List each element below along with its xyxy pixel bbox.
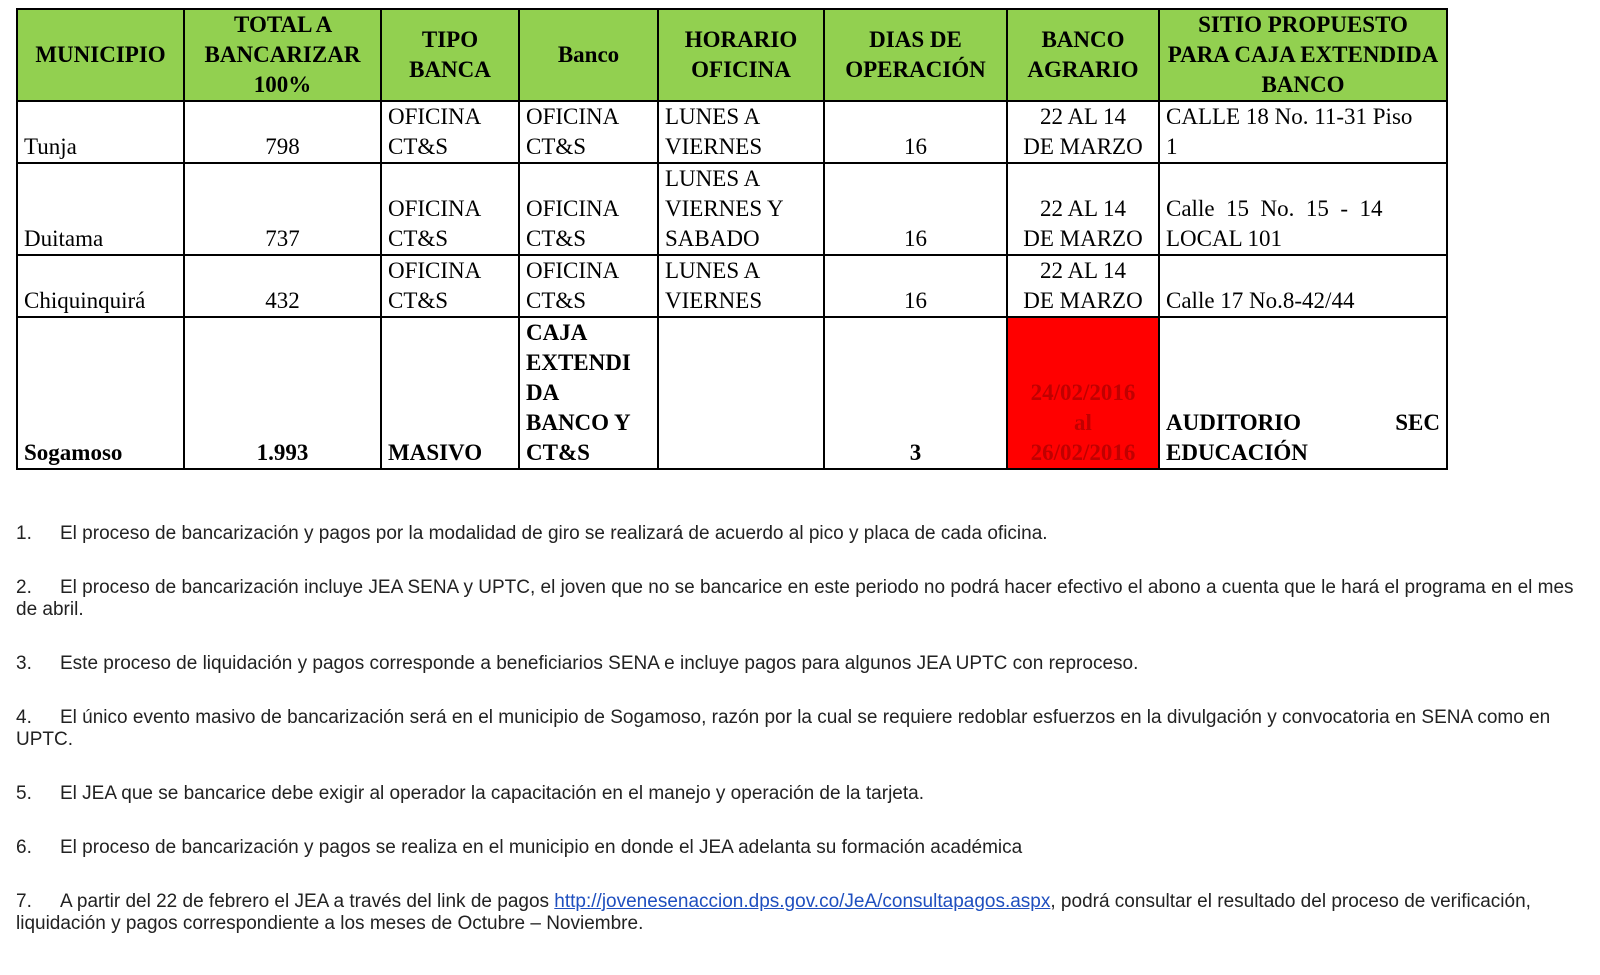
cell-line: LUNES A [665, 104, 761, 129]
note-text: El proceso de bancarización y pagos se realiza en el municipio en donde el JEA adelanta su formación académica [60, 837, 1023, 858]
cell-line: CT&S [388, 288, 449, 313]
cell-banco [519, 163, 658, 255]
header-tipo-line: BANCA [409, 57, 491, 82]
cell-tipo-banca [381, 101, 519, 163]
cell-total: 737 [184, 163, 381, 255]
cell-sitio [1159, 101, 1447, 163]
header-agrario-line: AGRARIO [1027, 57, 1139, 82]
header-horario [658, 9, 824, 101]
header-sitio-line: SITIO PROPUESTO [1198, 12, 1408, 37]
cell-line: 22 AL 14 [1039, 258, 1127, 283]
cell-line: VIERNES Y [665, 196, 784, 221]
cell-line: CT&S [526, 288, 587, 313]
note-item [16, 523, 1576, 545]
table-row [17, 163, 1447, 255]
cell-line: 22 AL 14 [1039, 104, 1127, 129]
note-number: 4. [16, 707, 32, 728]
header-total-line: 100% [253, 72, 312, 97]
cell-line: EDUCACIÓN [1166, 440, 1308, 465]
cell-line: DE MARZO [1023, 134, 1143, 159]
cell-municipio: Sogamoso [17, 317, 184, 469]
cell-line: CT&S [526, 226, 587, 251]
note-number: 3. [16, 653, 32, 674]
note-number: 7. [16, 891, 32, 912]
note-text: , podrá consultar el resultado del proceso de verificación, liquidación y pagos correspondiente a los meses de Octubre – Noviembre. [16, 891, 1531, 934]
note-item [16, 577, 1576, 621]
cell-tipo-banca [381, 163, 519, 255]
notes-list [16, 523, 1576, 935]
note-item [16, 783, 1576, 805]
cell-banco [519, 255, 658, 317]
header-tipo-line: TIPO [421, 27, 479, 52]
header-horario-line: HORARIO [684, 27, 798, 52]
cell-municipio: Chiquinquirá [17, 255, 184, 317]
header-agrario-line: BANCO [1041, 27, 1125, 52]
cell-line: 26/02/2016 [1030, 440, 1136, 465]
cell-sitio [1159, 317, 1447, 469]
cell-line: DE MARZO [1023, 226, 1143, 251]
cell-line: LUNES A [665, 258, 761, 283]
cell-dias: 3 [824, 317, 1007, 469]
header-total-line: TOTAL A [234, 12, 331, 37]
cell-municipio: Duitama [17, 163, 184, 255]
note-text: Este proceso de liquidación y pagos corresponde a beneficiarios SENA e incluye pagos para algunos JEA UPTC con reproceso. [60, 653, 1139, 674]
header-dias [824, 9, 1007, 101]
table-row [17, 317, 1447, 469]
cell-line: DA [526, 380, 560, 405]
header-row [17, 9, 1447, 101]
note-item [16, 707, 1576, 751]
table-row [17, 101, 1447, 163]
header-dias-line: OPERACIÓN [845, 57, 986, 82]
cell-line: 1 [1166, 134, 1178, 159]
note-text: A partir del 22 de febrero el JEA a través del link de pagos [60, 891, 555, 912]
cell-line: DE MARZO [1023, 288, 1143, 313]
header-municipio: MUNICIPIO [17, 9, 184, 101]
cell-municipio: Tunja [17, 101, 184, 163]
cell-banco-agrario [1007, 101, 1159, 163]
cell-total: 1.993 [184, 317, 381, 469]
cell-line: VIERNES [665, 288, 763, 313]
cell-line: Calle 17 No.8-42/44 [1166, 288, 1355, 313]
cell-tipo-banca [381, 255, 519, 317]
note-number: 2. [16, 577, 32, 598]
cell-line: LUNES A [665, 166, 761, 191]
cell-line: CT&S [388, 226, 449, 251]
header-dias-line: DIAS DE [869, 27, 962, 52]
cell-line: OFICINA [526, 258, 620, 283]
note-number: 6. [16, 837, 32, 858]
cell-sitio [1159, 163, 1447, 255]
note-number: 1. [16, 523, 32, 544]
header-total [184, 9, 381, 101]
cell-dias: 16 [824, 163, 1007, 255]
cell-word: AUDITORIO [1166, 410, 1302, 435]
cell-line: OFICINA [526, 196, 620, 221]
cell-line: 24/02/2016 [1030, 380, 1136, 405]
cell-banco-agrario [1007, 163, 1159, 255]
cell-line: CAJA [526, 320, 588, 345]
cell-line: al [1074, 410, 1092, 435]
header-horario-line: OFICINA [691, 57, 791, 82]
cell-horario [658, 317, 824, 469]
note-item [16, 891, 1576, 935]
cell-banco-agrario-highlight [1007, 317, 1159, 469]
cell-line: 22 AL 14 [1039, 196, 1127, 221]
cell-line: OFICINA [388, 104, 482, 129]
cell-tipo-banca: MASIVO [381, 317, 519, 469]
cell-line: EXTENDI [526, 350, 631, 375]
cell-line: CT&S [526, 134, 587, 159]
cell-total: 798 [184, 101, 381, 163]
note-item [16, 837, 1576, 859]
header-sitio-line: PARA CAJA [1167, 42, 1295, 67]
cell-dias: 16 [824, 255, 1007, 317]
cell-line: CT&S [526, 440, 590, 465]
cell-dias: 16 [824, 101, 1007, 163]
bancarizacion-table [16, 8, 1448, 470]
cell-banco-agrario [1007, 255, 1159, 317]
note-text: El JEA que se bancarice debe exigir al operador la capacitación en el manejo y operación de la tarjeta. [60, 783, 924, 804]
cell-line: SABADO [665, 226, 760, 251]
cell-line: OFICINA [526, 104, 620, 129]
header-sitio-line: EXTENDIDA BANCO [1261, 42, 1439, 97]
note-text: El único evento masivo de bancarización será en el municipio de Sogamoso, razón por la cual se requiere redoblar esfuerzos en la divulgación y convocatoria en SENA como en UPTC. [16, 707, 1551, 750]
cell-word: SEC [1395, 410, 1440, 435]
cell-horario [658, 163, 824, 255]
cell-banco [519, 317, 658, 469]
cell-total: 432 [184, 255, 381, 317]
cell-line: CALLE 18 No. 11-31 Piso [1166, 104, 1413, 129]
header-banco: Banco [519, 9, 658, 101]
header-sitio [1159, 9, 1447, 101]
cell-line: VIERNES [665, 134, 763, 159]
cell-line: OFICINA [388, 258, 482, 283]
pagos-link[interactable]: http://jovenesenaccion.dps.gov.co/JeA/consultapagos.aspx [554, 891, 1051, 912]
cell-banco [519, 101, 658, 163]
header-tipo-banca [381, 9, 519, 101]
cell-line: CT&S [388, 134, 449, 159]
note-item [16, 653, 1576, 675]
note-text: El proceso de bancarización incluye JEA SENA y UPTC, el joven que no se bancarice en este periodo no podrá hacer efectivo el abono a cuenta que le hará el programa en el mes de abril. [16, 577, 1574, 620]
cell-line: BANCO Y [526, 410, 631, 435]
cell-horario [658, 101, 824, 163]
note-number: 5. [16, 783, 32, 804]
cell-line: Calle 15 No. 15 - 14 [1166, 196, 1383, 221]
cell-line [1166, 408, 1440, 438]
cell-sitio [1159, 255, 1447, 317]
cell-horario [658, 255, 824, 317]
cell-line: LOCAL 101 [1166, 226, 1283, 251]
note-text: El proceso de bancarización y pagos por la modalidad de giro se realizará de acuerdo al pico y placa de cada oficina. [60, 523, 1048, 544]
cell-line: OFICINA [388, 196, 482, 221]
header-total-line: BANCARIZAR [204, 42, 361, 67]
table-row [17, 255, 1447, 317]
header-banco-agrario [1007, 9, 1159, 101]
